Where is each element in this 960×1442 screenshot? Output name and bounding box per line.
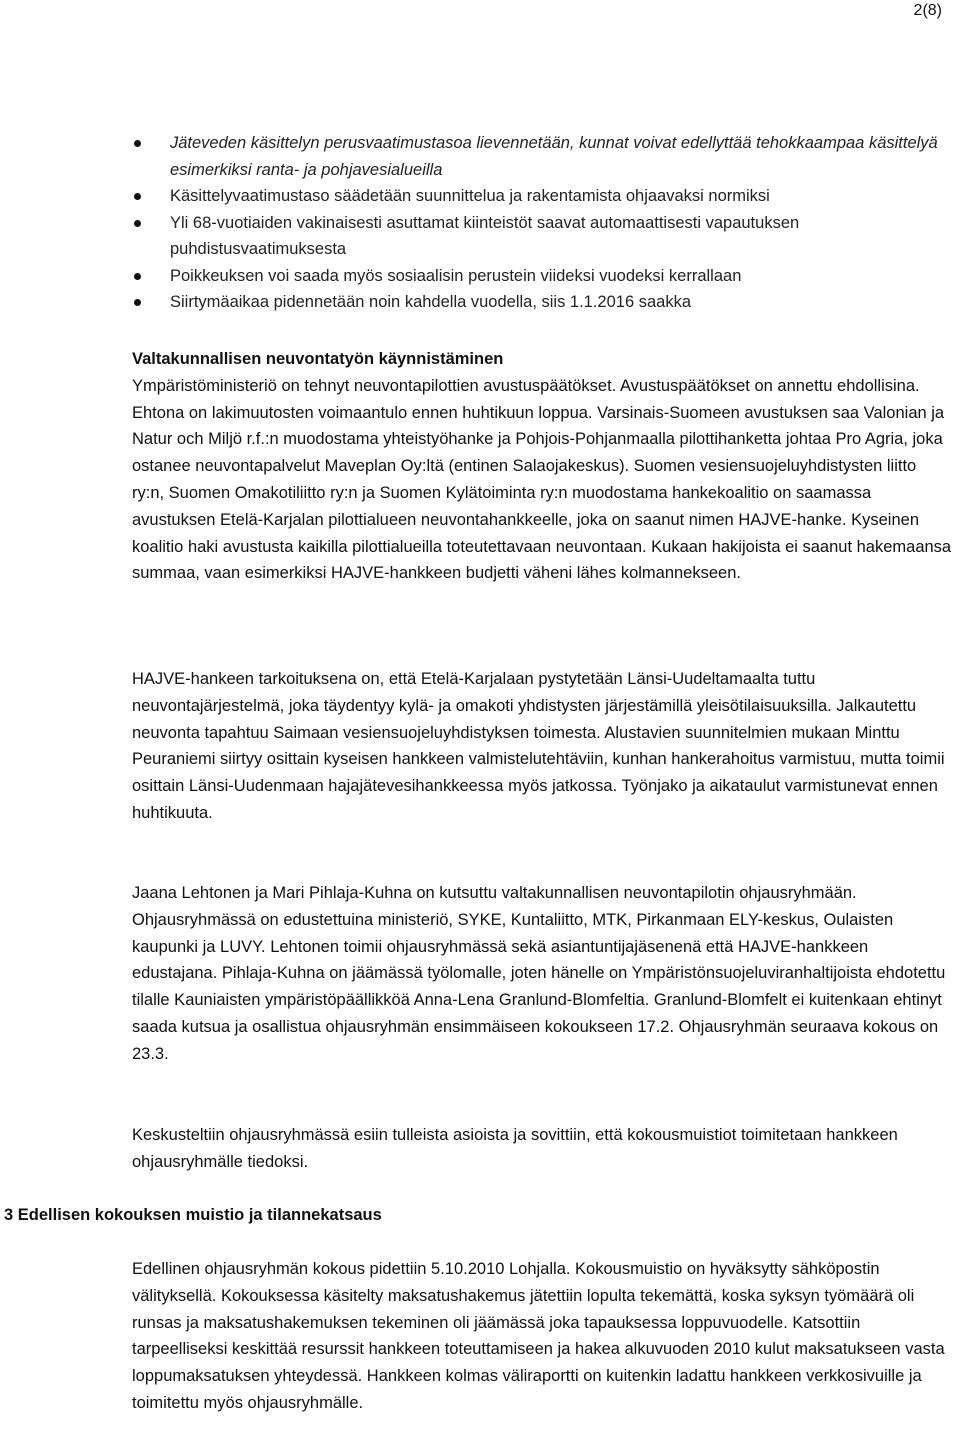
neuvonta-section [132, 346, 952, 587]
paragraph: HAJVE-hankeen tarkoituksena on, että Etelä-Karjalaan pystytetään Länsi-Uudeltamaalta tuttu neuvontajärjestelmä, joka täydentyy kylä- ja omakoti yhdistysten järjestämillä yleisötilaisuuksilla. Jalkautettu neuvonta tapahtuu Saimaan vesiensuojeluyhdistyksen toimesta. Alustavien suunnitelmien mukaan Minttu Peuraniemi siirtyy osittain kyseisen hankkeen valmistelutehtäviin, kunhan hankerahoitus varmistuu, mutta toimii osittain Länsi-Uudenmaan hajajätevesihankkeessa myös jatkossa. Työnjako ja aikataulut varmistunevat ennen huhtikuuta. [132, 670, 945, 822]
paragraph: Jaana Lehtonen ja Mari Pihlaja-Kuhna on kutsuttu valtakunnallisen neuvontapilotin ohjausryhmään. Ohjausryhmässä on edustettuina ministeriö, SYKE, Kuntaliitto, MTK, Pirkanmaan ELY-keskus, Oulaisten kaupunki ja LUVY. Lehtonen toimii ohjausryhmässä sekä asiantuntijajäsenenä että HAJVE-hankkeen edustajana. Pihlaja-Kuhna on jäämässä työlomalle, joten hänelle on Ympäristönsuojeluviranhaltijoista ehdotettu tilalle Kauniaisten ympäristöpäällikköä Anna-Lena Granlund-Blomfeltia. Granlund-Blomfelt ei kuitenkaan ehtinyt saada kutsua ja osallistua ohjausryhmän ensimmäiseen kokoukseen 17.2. Ohjausryhmän seuraava kokous on 23.3. [132, 884, 946, 1063]
paragraph: Edellinen ohjausryhmän kokous pidettiin 5.10.2010 Lohjalla. Kokousmuistio on hyväksytty sähköpostin välityksellä. Kokouksessa käsitelty maksatushakemus jätettiin lopulta tekemättä, koska syksyn työmäärä oli runsas ja maksatushakemuksen tekeminen oli jäämässä joka tapauksessa loppuvuodelle. Katsottiin tarpeelliseksi keskittää resurssit hankkeen toteuttamiseen ja hakea alkuvuoden 2010 kulut maksatukseen vasta loppumaksatuksen yhteydessä. Hankkeen kolmas väliraportti on kuitenkin ladattu hankkeen verkkosivuille ja toimitettu myös ohjausryhmälle. [132, 1260, 945, 1412]
bullet-item: Poikkeuksen voi saada myös sosiaalisin perustein viideksi vuodeksi kerrallaan [130, 263, 950, 290]
section-3-body [132, 1256, 952, 1417]
bullet-list [130, 130, 950, 316]
section-heading: Valtakunnallisen neuvontatyön käynnistäminen [132, 350, 504, 368]
paragraph: Ympäristöministeriö on tehnyt neuvontapilottien avustuspäätökset. Avustuspäätökset on annettu ehdollisina. Ehtona on lakimuutosten voimaantulo ennen huhtikuun loppua. Varsinais-Suomeen avustuksen saa Valonian ja Natur och Miljö r.f.:n muodostama yhteistyöhanke ja Pohjois-Pohjanmaalla pilottihanketta johtaa Pro Agria, joka ostanee neuvontapalvelut Maveplan Oy:ltä (entinen Salaojakeskus). Suomen vesiensuojeluyhdistysten liitto ry:n, Suomen Omakotiliitto ry:n ja Suomen Kylätoiminta ry:n muodostama hankekoalitio on saamassa avustuksen Etelä-Karjalan pilottialueen neuvontahankkeelle, joka on saanut nimen HAJVE-hanke. Kyseinen koalitio haki avustusta kaikilla pilottialueilla toteutettavaan neuvontaan. Kukaan hakijoista ei saanut hakemaansa summaa, vaan esimerkiksi HAJVE-hankkeen budjetti väheni lähes kolmannekseen. [132, 376, 952, 583]
bullet-item: Siirtymäaikaa pidennetään noin kahdella vuodella, siis 1.1.2016 saakka [130, 289, 950, 316]
keskustelu-section [132, 1122, 952, 1176]
paragraph: Keskusteltiin ohjausryhmässä esiin tulleista asioista ja sovittiin, että kokousmuistiot toimitetaan hankkeen ohjausryhmälle tiedoksi. [132, 1126, 898, 1171]
ohjausryhma-section [132, 880, 952, 1068]
hajve-section [132, 666, 952, 827]
section-3-heading: 3 Edellisen kokouksen muistio ja tilannekatsaus [4, 1206, 382, 1224]
bullet-item: Jäteveden käsittelyn perusvaatimustasoa lievennetään, kunnat voivat edellyttää tehokkaampaa käsittelyä esimerkiksi ranta- ja pohjavesialueilla [130, 130, 950, 183]
bullet-item: Yli 68-vuotiaiden vakinaisesti asuttamat kiinteistöt saavat automaattisesti vapautuksen puhdistusvaatimuksesta [130, 210, 950, 263]
bullet-item: Käsittelyvaatimustaso säädetään suunnittelua ja rakentamista ohjaavaksi normiksi [130, 183, 950, 210]
page-number: 2(8) [913, 2, 942, 19]
